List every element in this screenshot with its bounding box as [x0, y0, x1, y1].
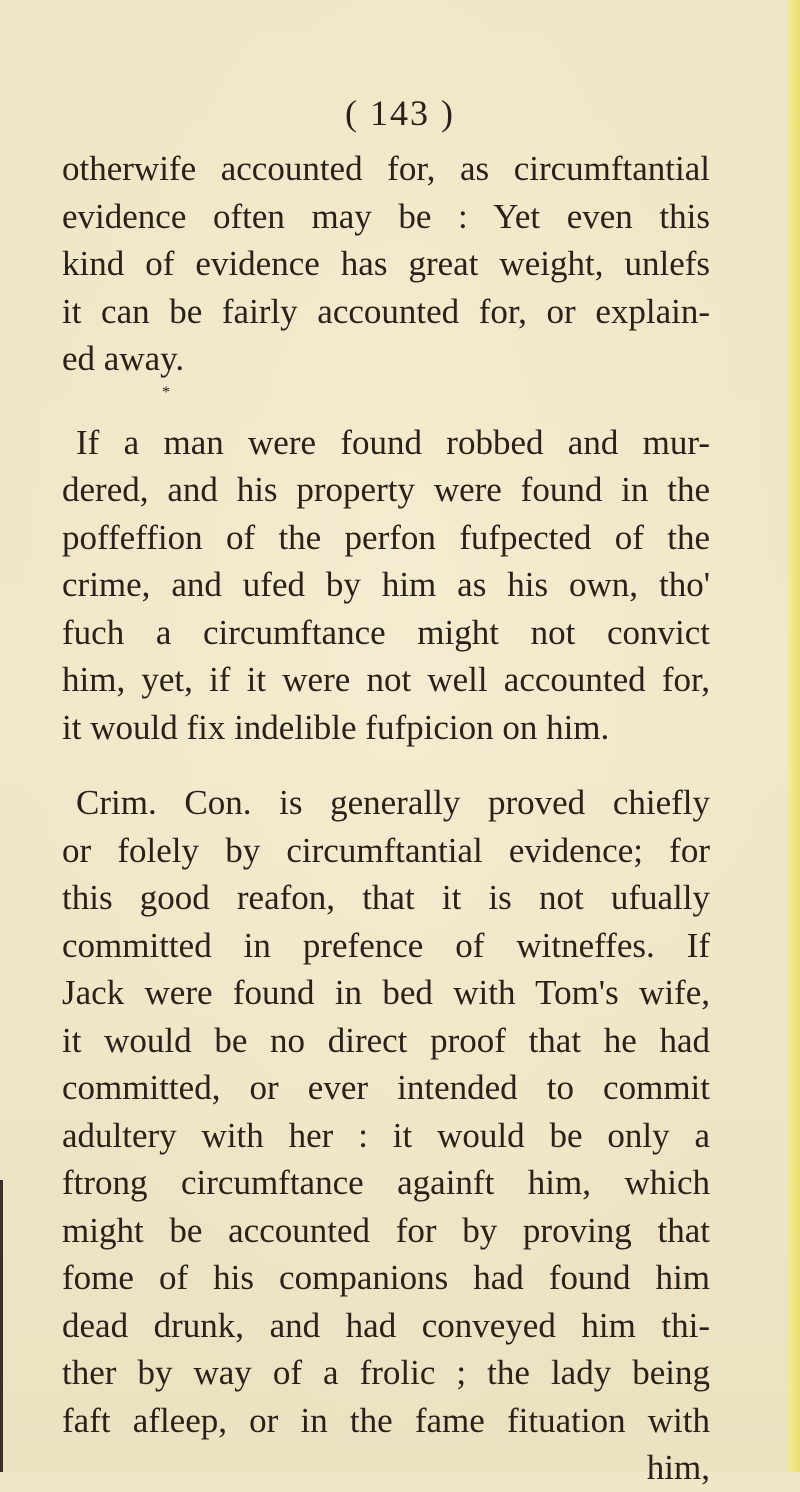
- text-line: fuch a circumftance might not convict: [62, 612, 710, 652]
- text-line: this good reafon, that it is not ufually: [62, 878, 710, 917]
- paragraph-gap: [62, 751, 710, 779]
- text-line: Jack were found in bed with Tom's wife,: [62, 973, 710, 1012]
- paragraph-1: [62, 145, 710, 383]
- text-line: committed, or ever intended to commit: [62, 1068, 710, 1107]
- body-text: [62, 145, 710, 1492]
- text-line: might be accounted for by proving that: [62, 1210, 710, 1250]
- text-line: dered, and his property were found in the: [62, 470, 710, 509]
- text-line: kind of evidence has great weight, unlefs: [62, 244, 710, 283]
- text-line: it would fix indelible fufpicion on him.: [62, 707, 610, 747]
- text-line: faft afleep, or in the fame fituation with: [62, 1400, 710, 1440]
- text-line: dead drunk, and had conveyed him thi-: [62, 1305, 710, 1345]
- text-line: poffeffion of the perfon fufpected of the: [62, 517, 710, 557]
- paragraph-gap: [62, 383, 710, 419]
- page-number: ( 143 ): [345, 93, 455, 133]
- text-line: committed in prefence of witneffes. If: [62, 925, 710, 965]
- text-line: evidence often may be : Yet even this: [62, 196, 710, 236]
- text-line: ed away.: [62, 339, 185, 378]
- text-line: him, yet, if it were not well accounted for,: [62, 660, 710, 699]
- text-line: If a man were found robbed and mur-: [76, 422, 710, 462]
- text-line: fome of his companions had found him: [62, 1258, 710, 1297]
- paragraph-2: [62, 419, 710, 752]
- text-line: it would be no direct proof that he had: [62, 1020, 710, 1060]
- paragraph-3: [62, 779, 710, 1444]
- text-line: or folely by circumftantial evidence; for: [62, 830, 710, 870]
- text-line: it can be fairly accounted for, or explain-: [62, 291, 710, 331]
- text-line: adultery with her : it would be only a: [62, 1115, 710, 1155]
- ornament-mark: *: [162, 383, 170, 401]
- text-line: otherwife accounted for, as circumftantial: [62, 149, 710, 188]
- binding-edge: [0, 1180, 3, 1472]
- catchword: him,: [646, 1448, 710, 1487]
- text-line: ftrong circumftance againft him, which: [62, 1163, 710, 1202]
- text-line: ther by way of a frolic ; the lady being: [62, 1353, 710, 1392]
- text-line: Crim. Con. is generally proved chiefly: [76, 783, 710, 822]
- page-edge: [786, 0, 800, 1472]
- text-line: crime, and ufed by him as his own, tho': [62, 565, 710, 604]
